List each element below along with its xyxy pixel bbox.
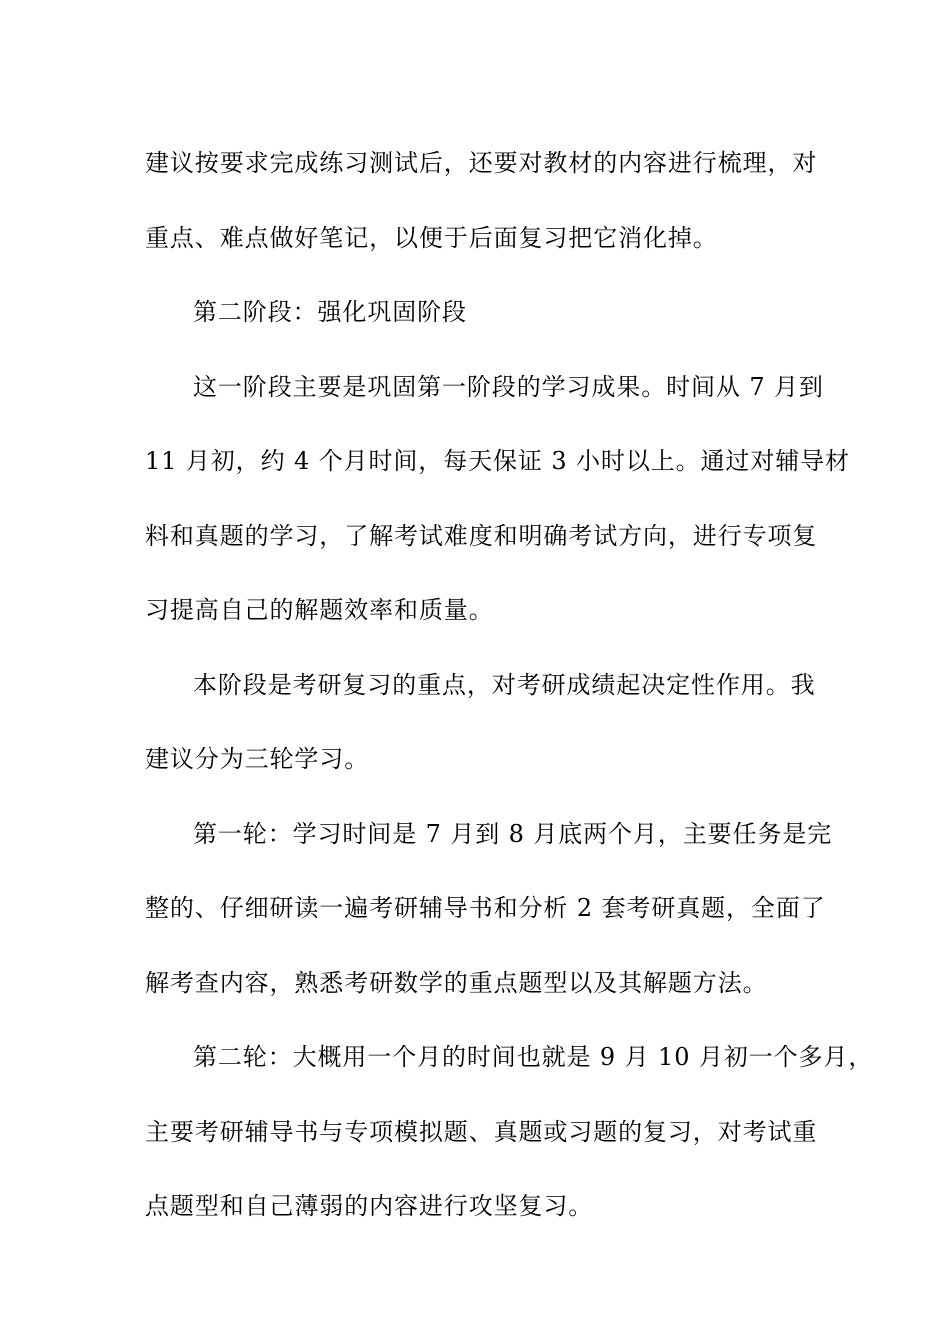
text-line: 第二轮：大概用一个月的时间也就是 9 月 10 月初一个多月， bbox=[193, 1043, 874, 1071]
text-line: 点题型和自己薄弱的内容进行攻坚复习。 bbox=[145, 1192, 594, 1220]
text-line: 解考查内容，熟悉考研数学的重点题型以及其解题方法。 bbox=[145, 968, 768, 997]
text-line: 整的、仔细研读一遍考研辅导书和分析 2 套考研真题，全面了 bbox=[145, 894, 826, 922]
text-line: 建议按要求完成练习测试后，还要对教材的内容进行梳理，对 bbox=[145, 149, 818, 177]
text-line: 建议分为三轮学习。 bbox=[145, 745, 370, 773]
text-line: 习提高自己的解题效率和质量。 bbox=[145, 596, 494, 624]
document-body bbox=[145, 126, 874, 1244]
text-line: 这一阶段主要是巩固第一阶段的学习成果。时间从 7 月到 bbox=[193, 372, 824, 401]
section-heading: 第二阶段：强化巩固阶段 bbox=[193, 298, 467, 326]
text-line: 主要考研辅导书与专项模拟题、真题或习题的复习，对考试重 bbox=[145, 1117, 818, 1146]
text-line: 料和真题的学习，了解考试难度和明确考试方向，进行专项复 bbox=[145, 521, 818, 550]
text-line: 第一轮：学习时间是 7 月到 8 月底两个月，主要任务是完 bbox=[193, 819, 833, 848]
text-line: 11 月初，约 4 个月时间，每天保证 3 小时以上。通过对辅导材 bbox=[145, 447, 850, 475]
text-line: 重点、难点做好笔记，以便于后面复习把它消化掉。 bbox=[145, 223, 718, 252]
text-line: 本阶段是考研复习的重点，对考研成绩起决定性作用。我 bbox=[193, 670, 816, 699]
